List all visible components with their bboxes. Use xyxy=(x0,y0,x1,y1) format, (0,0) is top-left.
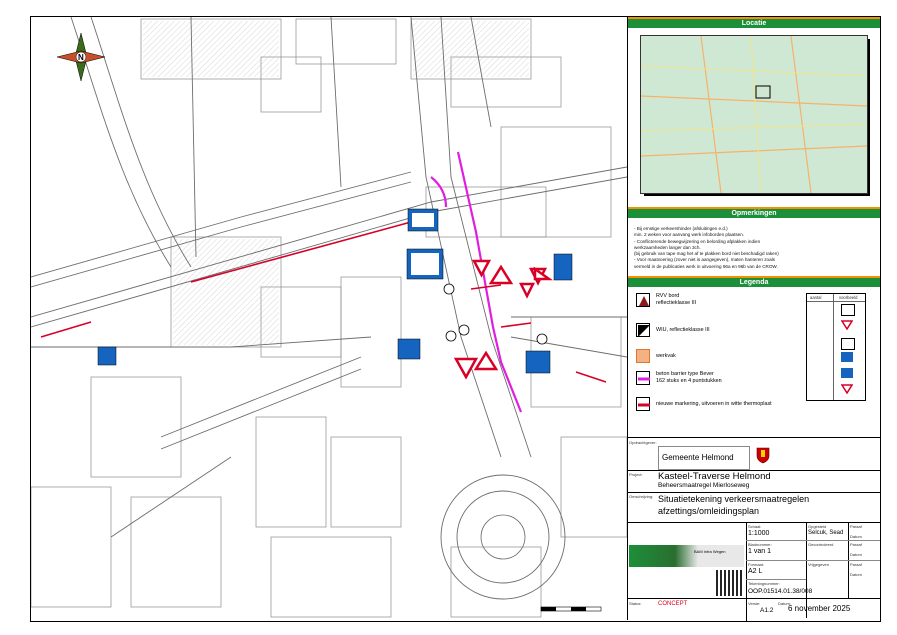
status-value: CONCEPT xyxy=(658,601,688,607)
svg-text:N: N xyxy=(78,53,84,62)
traffic-sign-blue-5 xyxy=(554,254,572,280)
location-map[interactable] xyxy=(640,35,868,194)
paraaf-label-2: Paraaf xyxy=(850,542,862,547)
opmerkingen-header: Opmerkingen xyxy=(628,209,880,218)
map-drawing xyxy=(31,17,627,620)
tekeningnummer-value: OOP.01514.01.38/008 xyxy=(748,588,813,595)
legend-table-header-voorbeeld: voorbeeld xyxy=(839,295,858,300)
datum-label: Datum: xyxy=(778,601,791,606)
side-panel xyxy=(628,17,880,620)
drawing-sheet xyxy=(30,16,881,622)
remark-line: min. 2 weken voor aanvang werk infoborden plaatsen. xyxy=(634,232,745,238)
legend-label-marking: nieuwe markering, uitvoeren in witte thermoplast xyxy=(656,401,772,407)
description-line2: afzettings/omleidingsplan xyxy=(658,506,760,516)
datum-value: 6 november 2025 xyxy=(788,604,851,613)
marking-icon xyxy=(636,397,650,411)
tekeningnummer-label: Tekeningnummer: xyxy=(748,581,780,586)
remark-line: vermeld in de publicaties werk in uitvoering 96a en 96b van de CROW. xyxy=(634,263,778,269)
north-arrow-icon xyxy=(57,33,105,81)
remark-line: - Conflicterende bewegwijzering en belording afplakken indien xyxy=(634,238,761,244)
omschrijving-label: Omschrijving: xyxy=(629,494,654,499)
rvv-sign-icon xyxy=(636,293,650,307)
versie-label: Versie: xyxy=(748,601,761,606)
vrijgegeven-label: Vrijgegeven xyxy=(808,562,829,567)
datum-label-1: Datum xyxy=(850,534,862,539)
legend-count-table xyxy=(806,293,866,401)
legend-barrier-label: beton barrier type Bever xyxy=(656,371,714,377)
formaat-label: Formaat: xyxy=(748,562,765,567)
legend-label-barrier xyxy=(656,371,722,384)
datum-label-3: Datum xyxy=(850,572,862,577)
remark-line: - Voor maatvoering (zover niet is aangegeven), maten hanteren zoals xyxy=(634,257,775,263)
paraaf-label-3: Paraaf xyxy=(850,562,862,567)
legend-label-werkvak: werkvak xyxy=(656,353,676,359)
traffic-sign-blue-3 xyxy=(398,339,420,359)
traffic-sign-blue-6 xyxy=(98,347,116,365)
opgesteld-value: Selcuk, Sead xyxy=(808,530,844,536)
project-label: Project: xyxy=(629,472,643,477)
remark-line: - Bij ernstige verkeershinder (afsluitingen e.d.) xyxy=(634,226,728,231)
legenda-header: Legenda xyxy=(628,278,880,287)
traffic-sign-blue-2 xyxy=(407,249,443,279)
legend-label-wiu: WIU, reflectieklasse III xyxy=(656,327,710,333)
title-block xyxy=(628,437,880,620)
opdrachtgever-label: Opdrachtgever: xyxy=(629,440,657,445)
legend-rvv-sub: reflectieklasse III xyxy=(656,299,697,306)
traffic-sign-blue-1 xyxy=(408,209,438,231)
paraaf-label: Paraaf xyxy=(850,524,862,529)
barrier-icon xyxy=(636,371,650,385)
legend-rvv-label: RVV bord xyxy=(656,293,680,299)
description-line1: Situatietekening verkeersmaatregelen xyxy=(658,494,810,504)
company-name: BAM Infra Wegen xyxy=(694,549,726,554)
opgesteld-label: Opgesteld xyxy=(808,524,827,529)
wiu-sign-icon xyxy=(636,323,650,337)
helmond-coat-of-arms-icon xyxy=(756,446,770,464)
formaat-value: A2 L xyxy=(748,568,763,575)
locatie-header: Locatie xyxy=(628,19,880,28)
client-name: Gemeente Helmond xyxy=(662,453,734,462)
gecontroleerd-label: Gecontroleerd xyxy=(808,542,834,547)
remark-line: werkzaamheden langer dan 3ch. xyxy=(634,244,701,250)
bladnummer-value: 1 van 1 xyxy=(748,548,771,555)
datum-label-2: Datum xyxy=(850,552,862,557)
project-subtitle: Beheersmaatregel Mierloseweg xyxy=(658,482,750,489)
status-label: Status: xyxy=(629,601,642,606)
schaal-value: 1:1000 xyxy=(748,530,770,537)
versie-value: A1.2 xyxy=(760,607,774,614)
qr-code-icon xyxy=(716,570,742,596)
werkvak-icon xyxy=(636,349,650,363)
remarks-text xyxy=(634,226,874,270)
legend-label-rvv xyxy=(656,293,696,306)
traffic-sign-blue-4 xyxy=(526,351,550,373)
company-logo xyxy=(629,545,744,567)
site-map[interactable] xyxy=(31,17,628,620)
schaal-label: Schaal: xyxy=(748,524,762,529)
remark-line: (bij gebruik van tape mag het af te plakken bord niet beschadigd raken) xyxy=(634,251,779,257)
legend-table-header-aantal: aantal xyxy=(810,295,822,300)
bladnummer-label: Bladnummer: xyxy=(748,542,772,547)
project-title: Kasteel-Traverse Helmond xyxy=(658,471,771,482)
legend-barrier-sub: 162 stuks en 4 puntstukken xyxy=(656,377,722,384)
scale-bar-icon xyxy=(541,607,601,611)
